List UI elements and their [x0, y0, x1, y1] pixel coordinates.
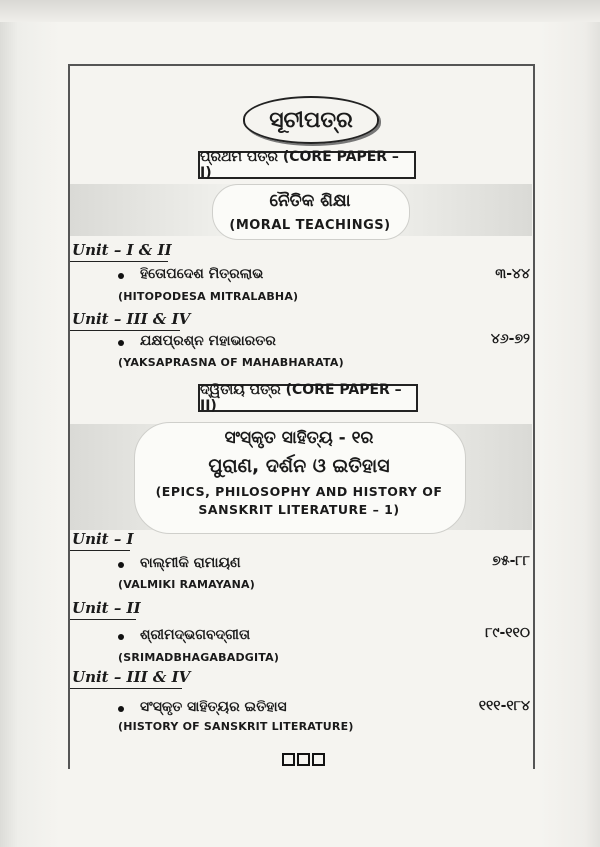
unit-underline: [70, 550, 130, 551]
subject-2-odia-line1: ସଂସ୍କୃତ ସାହିତ୍ୟ - ୧ର: [224, 428, 374, 448]
core-paper-1-label: ପ୍ରଥମ ପତ୍ର (CORE PAPER – I): [198, 151, 416, 179]
subject-2-odia-line2: ପୁରାଣ, ଦର୍ଶନ ଓ ଇତିହାସ: [208, 455, 390, 477]
bullet-icon: [118, 273, 124, 279]
top-margin-bleed: [0, 0, 600, 22]
entry-title-english: (HISTORY OF SANSKRIT LITERATURE): [118, 720, 354, 733]
entry-title-english: (YAKSAPRASNA OF MAHABHARATA): [118, 356, 344, 369]
entry-title-english: (HITOPODESA MITRALABHA): [118, 290, 299, 303]
unit-underline: [70, 261, 168, 262]
entry-page-range: ୧୧୧-୧୮୪: [478, 698, 530, 714]
entry-page-range: ୮୯-୧୧୦: [485, 625, 530, 641]
bullet-icon: [118, 340, 124, 346]
unit-underline: [70, 688, 182, 689]
entry-title-odia: ସଂସ୍କୃତ ସାହିତ୍ୟର ଇତିହାସ: [140, 699, 287, 715]
unit-heading: Unit – I & II: [72, 241, 172, 259]
bullet-icon: [118, 706, 124, 712]
entry-page-range: ୩-୪୪: [495, 266, 530, 282]
entry-title-odia: ଯକ୍ଷପ୍ରଶ୍ନ ମହାଭାରତର: [140, 333, 276, 349]
entry-page-range: ୪୬-୭୨: [490, 331, 530, 347]
core-paper-2-label: ଦ୍ୱିତୀୟ ପତ୍ର (CORE PAPER – II): [198, 384, 418, 412]
end-ornament-icon: [282, 753, 325, 766]
entry-title-odia: ଶ୍ରୀମଦ୍ଭଗବଦ୍‌ଗୀତା: [140, 627, 251, 643]
subject-1-odia: ନୈତିକ ଶିକ୍ଷା: [269, 191, 351, 211]
unit-heading: Unit – III & IV: [72, 668, 191, 686]
unit-heading: Unit – III & IV: [72, 310, 191, 328]
bullet-icon: [118, 634, 124, 640]
unit-underline: [70, 330, 180, 331]
bullet-icon: [118, 562, 124, 568]
entry-title-odia: ହିତୋପଦେଶ ମିତ୍ରଲାଭ: [140, 266, 264, 282]
entry-page-range: ୭୫-୮୮: [492, 553, 530, 569]
entry-title-odia: ବାଲ୍ମୀକି ରାମାୟଣ: [140, 555, 241, 571]
subject-2-english-line1: (EPICS, PHILOSOPHY AND HISTORY OF: [155, 484, 443, 499]
page-title: ସୂଚୀପତ୍ର: [243, 96, 379, 144]
entry-title-english: (SRIMADBHAGABADGITA): [118, 651, 280, 664]
subject-2-english-line2: SANSKRIT LITERATURE – 1): [198, 502, 400, 517]
entry-title-english: (VALMIKI RAMAYANA): [118, 578, 255, 591]
page-frame-top: [68, 64, 533, 66]
unit-underline: [70, 619, 136, 620]
unit-heading: Unit – II: [72, 599, 141, 617]
subject-1-english: (MORAL TEACHINGS): [229, 218, 391, 233]
unit-heading: Unit – I: [72, 530, 134, 548]
